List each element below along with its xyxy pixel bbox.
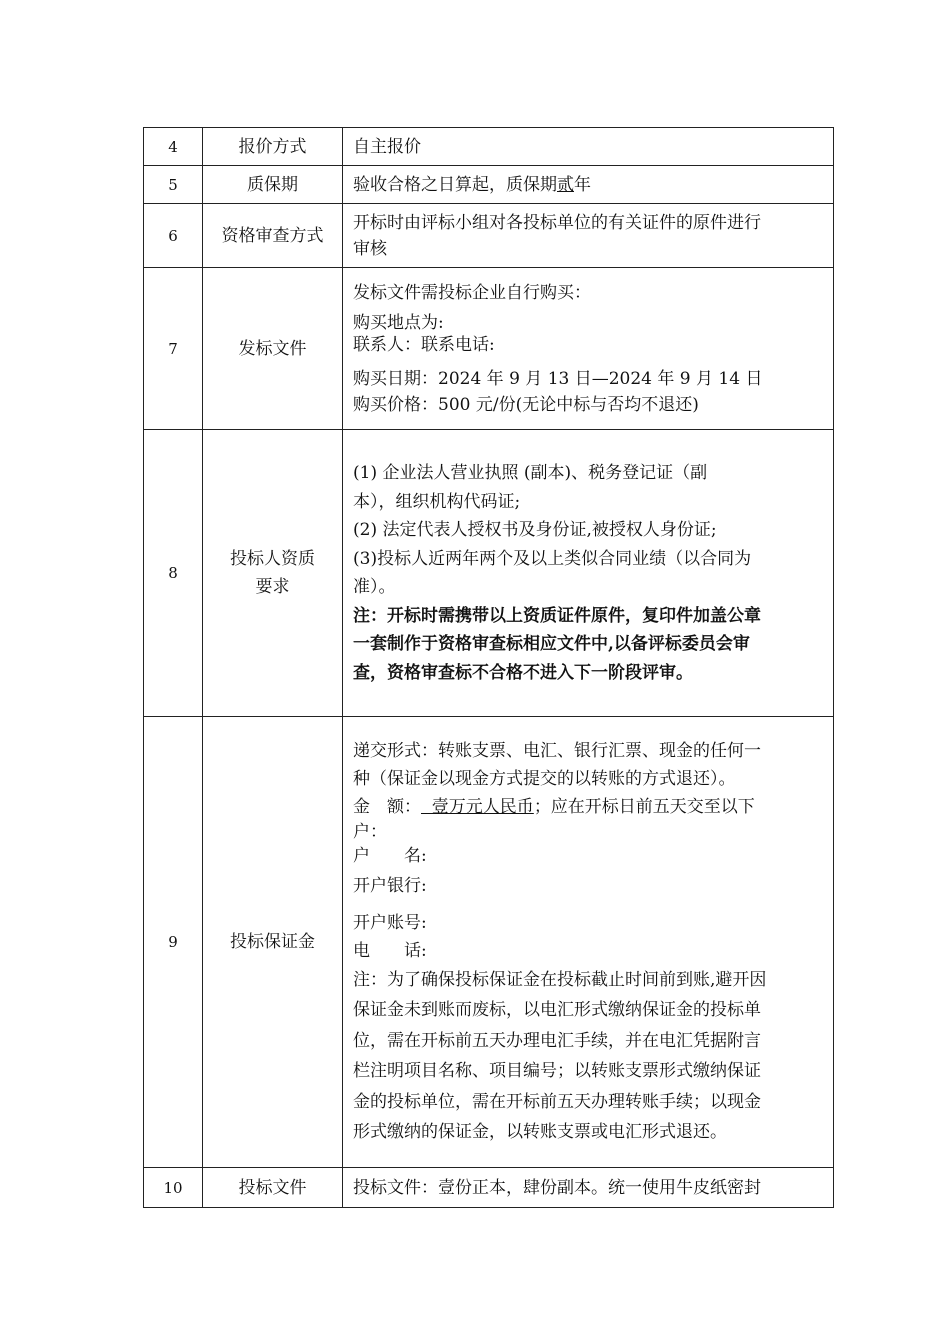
row-content: 投标文件：壹份正本，肆份副本。统一使用牛皮纸密封 [343, 1168, 834, 1208]
row-item: 投标文件 [203, 1168, 343, 1208]
note-line: 形式缴纳的保证金，以转账支票或电汇形式退还。 [353, 1122, 727, 1142]
table-row [144, 268, 834, 430]
content-line: (1) 企业法人营业执照 (副本)、税务登记证（副 [353, 463, 708, 483]
table-row [144, 717, 834, 1168]
content-line: 联系人：联系电话: [353, 334, 495, 355]
row-number: 10 [144, 1168, 203, 1208]
content-line: 发标文件需投标企业自行购买： [353, 282, 591, 303]
row-number: 8 [144, 430, 203, 717]
account-number-line: 开户账号: [353, 912, 427, 933]
content-line: 本），组织机构代码证; [353, 491, 521, 512]
table-row [144, 204, 834, 268]
note-line: 栏注明项目名称、项目编号；以转账支票形式缴纳保证 [353, 1061, 761, 1081]
row-item: 质保期 [203, 166, 343, 204]
content-line: (2) 法定代表人授权书及身份证,被授权人身份证; [353, 520, 717, 540]
content-line: 准）。 [353, 577, 396, 597]
row-item [203, 430, 343, 717]
note-line: 位，需在开标前五天办理电汇手续，并在电汇凭据附言 [353, 1030, 761, 1051]
phone-line: 电 话: [353, 940, 427, 961]
item-line: 投标人资质 [230, 549, 315, 569]
content-line: (3)投标人近两年两个及以上类似合同业绩（以合同为 [353, 548, 752, 569]
warranty-years: 贰 [557, 174, 574, 195]
item-line: 要求 [255, 577, 290, 597]
row-number: 6 [144, 204, 203, 268]
row-content [343, 268, 834, 430]
content-line: 递交形式：转账支票、电汇、银行汇票、现金的任何一 [353, 740, 761, 761]
note-line: 注：开标时需携带以上资质证件原件，复印件加盖公章 [353, 605, 761, 626]
content-line: 购买日期：2024 年 9 月 13 日—2024 年 9 月 14 日 [353, 368, 763, 389]
row-number: 7 [144, 268, 203, 430]
note-line: 保证金未到账而废标，以电汇形式缴纳保证金的投标单 [353, 1000, 761, 1020]
note-line: 金的投标单位，需在开标前五天办理转账手续；以现金 [353, 1091, 761, 1112]
content-line: 种（保证金以现金方式提交的以转账的方式退还）。 [353, 768, 736, 789]
amount-label: 金 额： [353, 796, 421, 817]
row-number: 9 [144, 717, 203, 1168]
row-item: 发标文件 [203, 268, 343, 430]
row-number: 4 [144, 128, 203, 166]
amount-post: ；应在开标日前五天交至以下 [533, 796, 755, 817]
bid-info-table [143, 127, 834, 1208]
row-content [343, 430, 834, 717]
amount-line [353, 793, 827, 821]
row-content [343, 166, 834, 204]
row-item: 资格审查方式 [203, 204, 343, 268]
row-content [343, 204, 834, 268]
content-line: 审核 [353, 238, 387, 259]
content-line: 开标时由评标小组对各投标单位的有关证件的原件进行 [353, 212, 761, 233]
bank-line: 开户银行: [353, 875, 427, 896]
amount-value: 壹万元人民币 [421, 796, 534, 817]
row-number: 5 [144, 166, 203, 204]
row-content [343, 717, 834, 1168]
content-line: 购买价格：500 元/份(无论中标与否均不退还) [353, 394, 699, 415]
note-line: 注：为了确保投标保证金在投标截止时间前到账,避开因 [353, 969, 767, 990]
note-line: 一套制作于资格审查标相应文件中,以备评标委员会审 [353, 634, 750, 654]
table-row [144, 430, 834, 717]
warranty-text: 验收合格之日算起，质保期 [353, 174, 557, 195]
row-item: 报价方式 [203, 128, 343, 166]
row-item: 投标保证金 [203, 717, 343, 1168]
warranty-unit: 年 [574, 174, 591, 195]
note-line: 查，资格审查标不合格不进入下一阶段评审。 [353, 662, 693, 683]
table-row [144, 1168, 834, 1208]
row-content: 自主报价 [343, 128, 834, 166]
content-line: 户： [353, 821, 387, 842]
table-row [144, 128, 834, 166]
table-row [144, 166, 834, 204]
account-name-line: 户 名: [353, 845, 427, 866]
content-line: 购买地点为: [353, 312, 444, 333]
